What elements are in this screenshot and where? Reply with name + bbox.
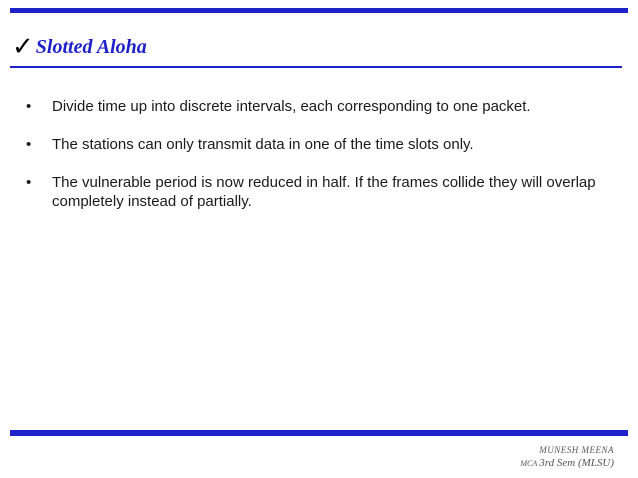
bullet-item — [26, 135, 606, 154]
bullet-item — [26, 97, 606, 116]
bullet-text: Divide time up into discrete intervals, each corresponding to one packet. — [52, 98, 531, 115]
footer-course — [520, 456, 614, 471]
title-underline — [10, 66, 622, 68]
footer-author: MUNESH MEENA — [539, 445, 614, 455]
top-accent-bar — [10, 8, 628, 13]
bullet-item — [26, 173, 606, 211]
bullet-dot-icon: • — [26, 98, 32, 115]
bullet-dot-icon: • — [26, 174, 32, 191]
footer-course-text: 3rd Sem (MLSU) — [539, 457, 614, 469]
footer-course-prefix: MCA — [520, 459, 538, 468]
bullet-dot-icon: • — [26, 136, 32, 153]
bottom-accent-bar — [10, 430, 628, 436]
footer — [520, 444, 614, 471]
bullet-text: The vulnerable period is now reduced in half. If the frames collide they will overlap completely instead of partially. — [52, 174, 596, 210]
bullet-text: The stations can only transmit data in one of the time slots only. — [52, 136, 474, 153]
slide-title: Slotted Aloha — [35, 35, 147, 58]
title-row — [12, 30, 147, 64]
checkmark-icon: ✓ — [12, 32, 34, 62]
bullet-list — [26, 97, 606, 230]
